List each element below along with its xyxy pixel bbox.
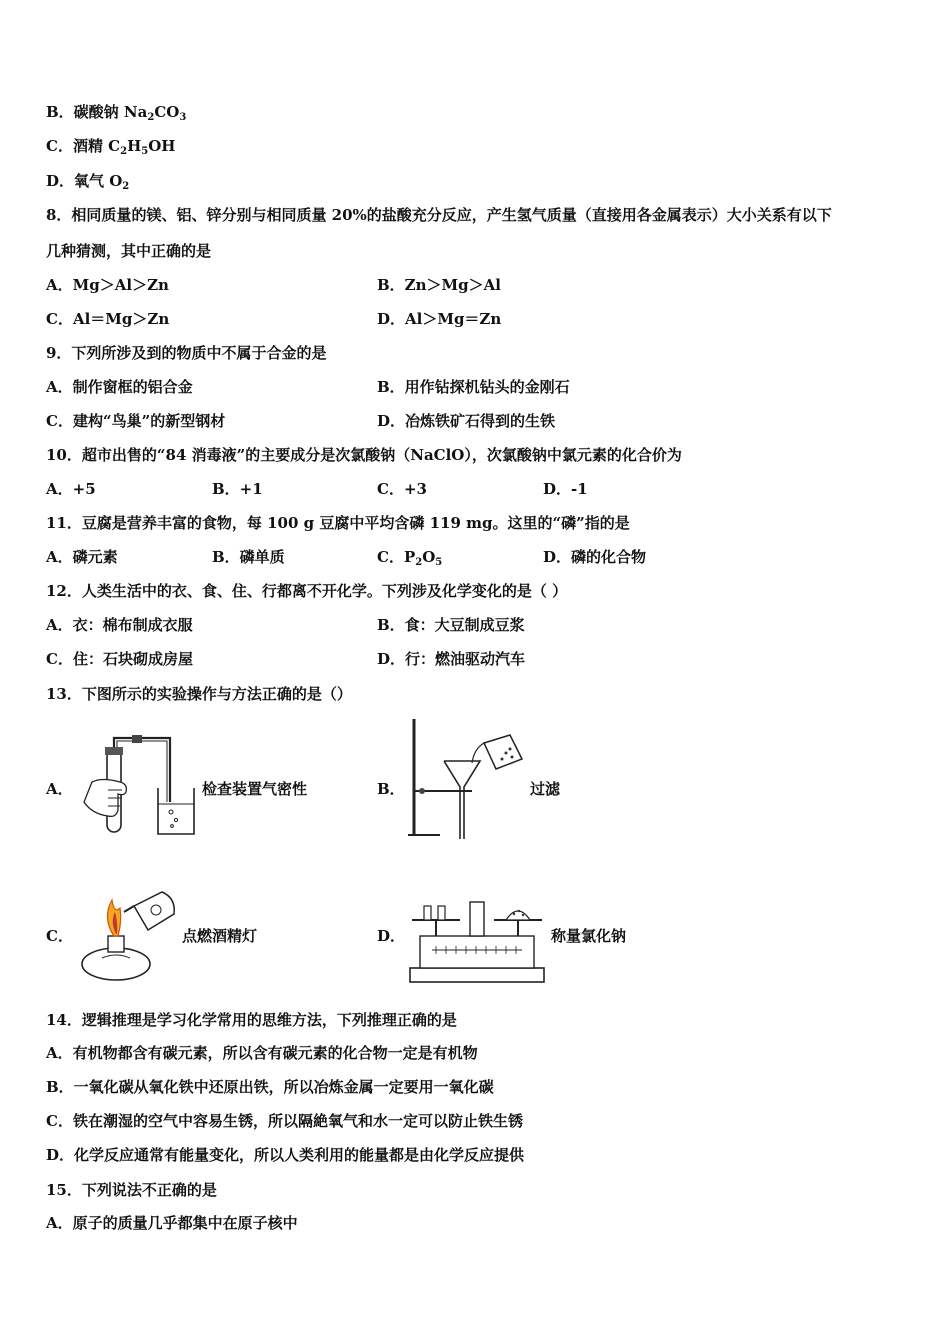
q7-option-c: C．酒精 $C_2H_5OH$ bbox=[46, 137, 176, 157]
q15-option-a: A．原子的质量几乎都集中在原子核中 bbox=[46, 1214, 298, 1232]
q10-option-a: A．+5 bbox=[46, 480, 96, 498]
q12-option-b: B．食：大豆制成豆浆 bbox=[377, 616, 525, 634]
q11-option-b: B．磷单质 bbox=[212, 548, 285, 566]
balance-scale-figure bbox=[406, 888, 548, 986]
q7-option-d: D．氧气 $O_2$ bbox=[46, 172, 130, 192]
alcohol-lamp-figure bbox=[76, 878, 182, 986]
q7-option-b: B．碳酸钠 $Na_2CO_3$ bbox=[46, 103, 187, 123]
q13-option-b-letter: B． bbox=[377, 780, 405, 798]
q9-option-c: C．建构“鸟巢”的新型钢材 bbox=[46, 412, 226, 430]
q13-option-c-label: 点燃酒精灯 bbox=[182, 927, 258, 945]
q12-option-a: A．衣：棉布制成衣服 bbox=[46, 616, 193, 634]
q8-option-b: B．Zn＞Mg＞Al bbox=[377, 276, 501, 294]
q13-stem: 13．下图所示的实验操作与方法正确的是（） bbox=[46, 685, 352, 703]
q10-option-d: D．-1 bbox=[543, 480, 588, 498]
q10-option-b: B．+1 bbox=[212, 480, 263, 498]
filtration-figure bbox=[400, 715, 528, 843]
q8-option-a: A．Mg＞Al＞Zn bbox=[46, 276, 169, 294]
q14-option-d: D．化学反应通常有能量变化，所以人类利用的能量都是由化学反应提供 bbox=[46, 1146, 525, 1164]
q11-stem: 11．豆腐是营养丰富的食物，每 100 g 豆腐中平均含磷 119 mg。这里的“磷”指的是 bbox=[46, 514, 630, 532]
q13-option-a-label: 检查装置气密性 bbox=[202, 780, 308, 798]
q11-option-c: C．$P_2O_5$ bbox=[377, 548, 443, 568]
q11-option-d: D．磷的化合物 bbox=[543, 548, 647, 566]
q8-option-d: D．Al＞Mg＝Zn bbox=[377, 310, 502, 328]
q10-option-c: C．+3 bbox=[377, 480, 427, 498]
q14-option-c: C．铁在潮湿的空气中容易生锈，所以隔絶氧气和水一定可以防止铁生锈 bbox=[46, 1112, 523, 1130]
q14-option-a: A．有机物都含有碳元素，所以含有碳元素的化合物一定是有机物 bbox=[46, 1044, 478, 1062]
q13-option-c-letter: C． bbox=[46, 927, 73, 945]
airtightness-check-figure bbox=[72, 732, 202, 837]
q10-stem: 10．超市出售的“84 消毒液”的主要成分是次氯酸钠（NaClO），次氯酸钠中氯元素的化合价为 bbox=[46, 446, 682, 464]
q9-option-a: A．制作窗框的铝合金 bbox=[46, 378, 193, 396]
q8-stem-line2: 几种猜测，其中正确的是 bbox=[46, 242, 212, 260]
q14-stem: 14．逻辑推理是学习化学常用的思维方法，下列推理正确的是 bbox=[46, 1011, 457, 1029]
q15-stem: 15．下列说法不正确的是 bbox=[46, 1181, 217, 1199]
q12-stem: 12．人类生活中的衣、食、住、行都离不开化学。下列涉及化学变化的是（ ） bbox=[46, 582, 568, 600]
q12-option-c: C．住：石块砌成房屋 bbox=[46, 650, 193, 668]
q9-option-b: B．用作钻探机钻头的金刚石 bbox=[377, 378, 570, 396]
q8-stem-line1: 8．相同质量的镁、铝、锌分别与相同质量 20%的盐酸充分反应，产生氢气质量（直接用各金属表示）大小关系有以下 bbox=[46, 206, 832, 224]
q13-option-d-label: 称量氯化钠 bbox=[551, 927, 627, 945]
q11-option-a: A．磷元素 bbox=[46, 548, 118, 566]
q9-stem: 9．下列所涉及到的物质中不属于合金的是 bbox=[46, 344, 327, 362]
q13-option-b-label: 过滤 bbox=[530, 780, 561, 798]
q8-option-c: C．Al＝Mg＞Zn bbox=[46, 310, 170, 328]
q14-option-b: B．一氧化碳从氧化铁中还原出铁，所以冶炼金属一定要用一氧化碳 bbox=[46, 1078, 494, 1096]
q13-option-a-letter: A． bbox=[46, 780, 73, 798]
q9-option-d: D．冶炼铁矿石得到的生铁 bbox=[377, 412, 556, 430]
q12-option-d: D．行：燃油驱动汽车 bbox=[377, 650, 526, 668]
q13-option-d-letter: D． bbox=[377, 927, 406, 945]
